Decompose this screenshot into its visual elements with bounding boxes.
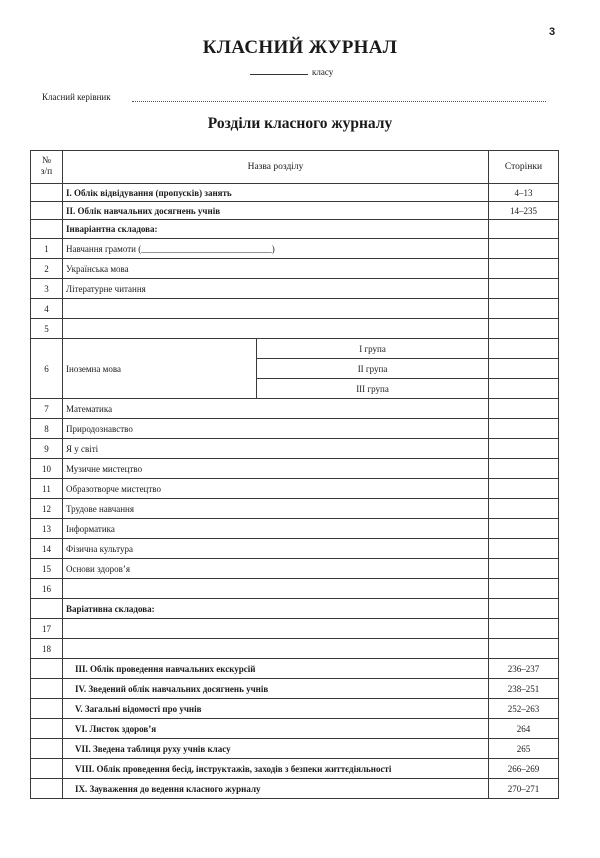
row-num	[31, 759, 63, 779]
subject-name	[63, 299, 489, 319]
section-name: VI. Листок здоров’я	[63, 719, 489, 739]
section-name: VIII. Облік проведення бесід, інструктажів, заходів з безпеки життєдіяльності	[63, 759, 489, 779]
row-pages	[489, 439, 559, 459]
subject-name	[63, 319, 489, 339]
subject-name	[63, 639, 489, 659]
row-num: 14	[31, 539, 63, 559]
row-num: 8	[31, 419, 63, 439]
row-num: 12	[31, 499, 63, 519]
row-num	[31, 184, 63, 202]
subject-row	[31, 619, 559, 639]
invariant-label: Інваріантна складова:	[63, 220, 489, 239]
section-row	[31, 202, 559, 220]
row-pages	[489, 459, 559, 479]
subject-row	[31, 259, 559, 279]
section-name: IV. Зведений облік навчальних досягнень учнів	[63, 679, 489, 699]
row-num: 6	[31, 339, 63, 399]
subject-name: Основи здоров’я	[63, 559, 489, 579]
row-pages	[489, 579, 559, 599]
foreign-group: I група	[257, 339, 489, 359]
row-num	[31, 202, 63, 220]
section-pages: 4–13	[489, 184, 559, 202]
variative-label-row	[31, 599, 559, 619]
table-header-row	[31, 151, 559, 184]
row-pages	[489, 539, 559, 559]
foreign-group-row	[31, 339, 559, 359]
subject-name: Фізична культура	[63, 539, 489, 559]
row-num: 13	[31, 519, 63, 539]
row-num: 2	[31, 259, 63, 279]
section-pages: 270–271	[489, 779, 559, 799]
section-row	[31, 699, 559, 719]
section-pages: 14–235	[489, 202, 559, 220]
row-pages	[489, 220, 559, 239]
page-number: 3	[549, 26, 556, 38]
subject-row	[31, 299, 559, 319]
section-row	[31, 739, 559, 759]
section-name: II. Облік навчальних досягнень учнів	[63, 202, 489, 220]
subject-row	[31, 539, 559, 559]
row-pages	[489, 559, 559, 579]
subject-row	[31, 639, 559, 659]
subject-row	[31, 419, 559, 439]
subject-name: Іноземна мова	[63, 339, 257, 399]
subject-name: Інформатика	[63, 519, 489, 539]
row-num: 3	[31, 279, 63, 299]
section-pages: 266–269	[489, 759, 559, 779]
row-pages	[489, 519, 559, 539]
row-num	[31, 220, 63, 239]
section-row	[31, 779, 559, 799]
header-name: Назва розділу	[63, 151, 489, 184]
teacher-label: Класний керівник	[42, 92, 111, 102]
subject-row	[31, 519, 559, 539]
row-pages	[489, 239, 559, 259]
subject-row	[31, 579, 559, 599]
row-pages	[489, 639, 559, 659]
row-pages	[489, 299, 559, 319]
subject-name: Я у світі	[63, 439, 489, 459]
row-num	[31, 699, 63, 719]
subject-name: Образотворче мистецтво	[63, 479, 489, 499]
subject-name: Українська мова	[63, 259, 489, 279]
foreign-group: II група	[257, 359, 489, 379]
subject-row	[31, 479, 559, 499]
header-num: № з/п	[31, 151, 63, 184]
subject-name: Музичне мистецтво	[63, 459, 489, 479]
invariant-label-row	[31, 220, 559, 239]
row-num: 16	[31, 579, 63, 599]
row-num	[31, 779, 63, 799]
row-num: 9	[31, 439, 63, 459]
row-pages	[489, 279, 559, 299]
row-pages	[489, 359, 559, 379]
section-row	[31, 759, 559, 779]
row-num	[31, 659, 63, 679]
row-pages	[489, 259, 559, 279]
section-pages: 264	[489, 719, 559, 739]
row-num: 5	[31, 319, 63, 339]
row-num	[31, 599, 63, 619]
subject-name	[63, 579, 489, 599]
row-pages	[489, 319, 559, 339]
row-pages	[489, 479, 559, 499]
row-pages	[489, 379, 559, 399]
subject-name: Навчання грамоти (_____________________________)	[63, 239, 489, 259]
subject-row	[31, 279, 559, 299]
page-subtitle: Розділи класного журналу	[207, 115, 393, 132]
subject-name: Літературне читання	[63, 279, 489, 299]
subject-row	[31, 239, 559, 259]
section-row	[31, 719, 559, 739]
row-pages	[489, 399, 559, 419]
class-label: класу	[312, 67, 334, 77]
row-num	[31, 739, 63, 759]
foreign-group: III група	[257, 379, 489, 399]
section-name: I. Облік відвідування (пропусків) занять	[63, 184, 489, 202]
section-name: VII. Зведена таблиця руху учнів класу	[63, 739, 489, 759]
subject-row	[31, 559, 559, 579]
row-num: 11	[31, 479, 63, 499]
page-title: КЛАСНИЙ ЖУРНАЛ	[202, 37, 398, 58]
row-num	[31, 719, 63, 739]
row-num: 4	[31, 299, 63, 319]
subject-name: Трудове навчання	[63, 499, 489, 519]
section-pages: 238–251	[489, 679, 559, 699]
subject-name	[63, 619, 489, 639]
section-row	[31, 679, 559, 699]
subject-row	[31, 499, 559, 519]
row-pages	[489, 619, 559, 639]
row-num: 15	[31, 559, 63, 579]
row-pages	[489, 419, 559, 439]
class-blank-line	[250, 74, 308, 75]
row-num	[31, 679, 63, 699]
variative-label: Варіативна складова:	[63, 599, 489, 619]
section-row	[31, 184, 559, 202]
subject-name: Природознавство	[63, 419, 489, 439]
section-pages: 252–263	[489, 699, 559, 719]
row-pages	[489, 499, 559, 519]
header-pages: Сторінки	[489, 151, 559, 184]
section-name: V. Загальні відомості про учнів	[63, 699, 489, 719]
row-num: 7	[31, 399, 63, 419]
subject-row	[31, 399, 559, 419]
row-num: 17	[31, 619, 63, 639]
subject-row	[31, 439, 559, 459]
row-num: 10	[31, 459, 63, 479]
row-pages	[489, 339, 559, 359]
row-num: 18	[31, 639, 63, 659]
section-name: III. Облік проведення навчальних екскурсій	[63, 659, 489, 679]
section-pages: 265	[489, 739, 559, 759]
section-name: IX. Зауваження до ведення класного журналу	[63, 779, 489, 799]
subject-name: Математика	[63, 399, 489, 419]
row-num: 1	[31, 239, 63, 259]
section-pages: 236–237	[489, 659, 559, 679]
subject-row	[31, 459, 559, 479]
sections-table	[30, 150, 559, 799]
section-row	[31, 659, 559, 679]
teacher-blank-line	[132, 101, 546, 102]
subject-row	[31, 319, 559, 339]
row-pages	[489, 599, 559, 619]
